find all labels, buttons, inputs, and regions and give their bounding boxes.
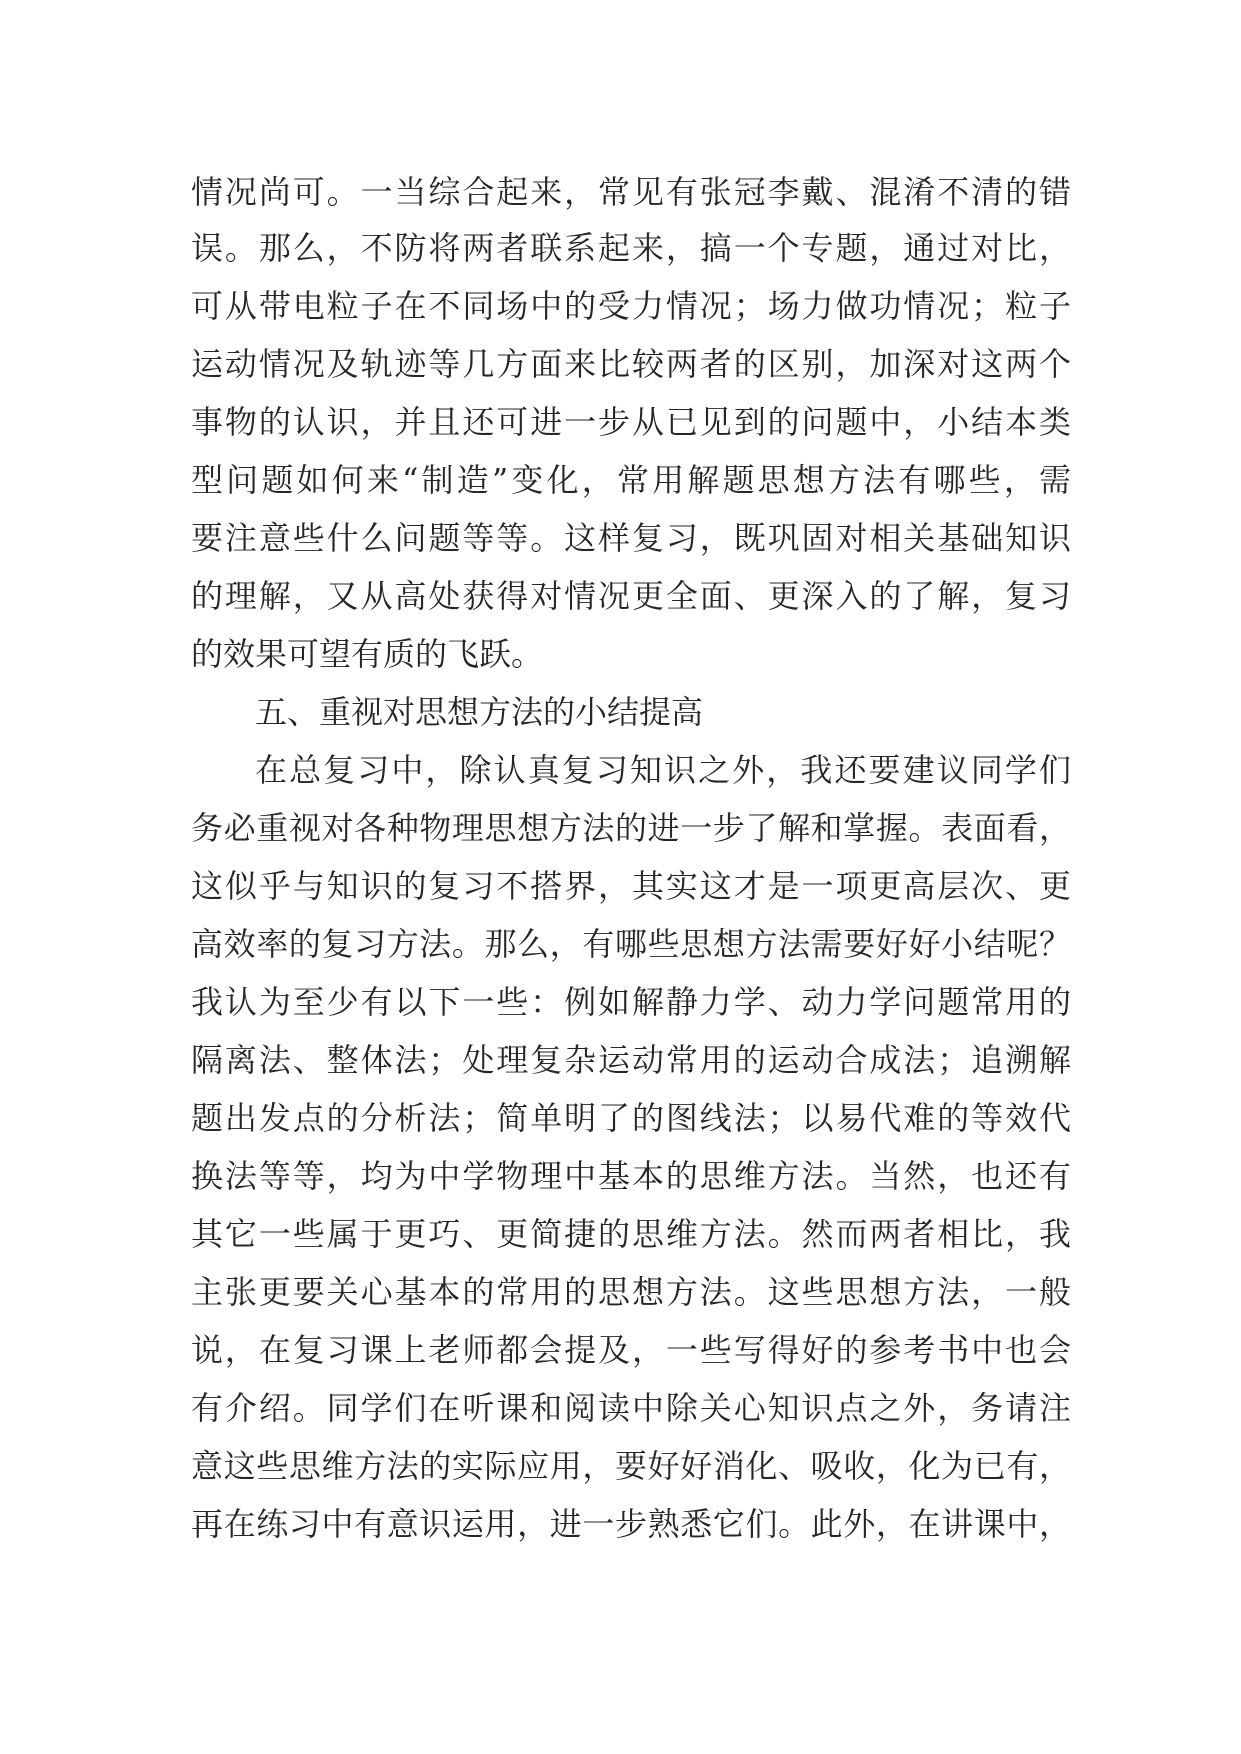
text-line: 有介绍。同学们在听课和阅读中除关心知识点之外，务请注 bbox=[191, 1389, 1071, 1427]
text-line: 情况尚可。一当综合起来，常见有张冠李戴、混淆不清的错 bbox=[191, 173, 1071, 211]
text-line: 我认为至少有以下一些：例如解静力学、动力学问题常用的 bbox=[191, 983, 1071, 1021]
text-line: 主张更要关心基本的常用的思想方法。这些思想方法，一般 bbox=[191, 1273, 1071, 1311]
text-line: 事物的认识，并且还可进一步从已见到的问题中，小结本类 bbox=[191, 403, 1071, 441]
text-line: 务必重视对各种物理思想方法的进一步了解和掌握。表面看， bbox=[191, 809, 1071, 847]
text-line: 意这些思维方法的实际应用，要好好消化、吸收，化为已有， bbox=[191, 1447, 1071, 1485]
text-line: 运动情况及轨迹等几方面来比较两者的区别，加深对这两个 bbox=[191, 345, 1071, 383]
text-line: 的效果可望有质的飞跃。 bbox=[191, 635, 544, 673]
text-line: 高效率的复习方法。那么，有哪些思想方法需要好好小结呢？ bbox=[191, 925, 1071, 963]
text-line: 误。那么，不防将两者联系起来，搞一个专题，通过对比， bbox=[191, 229, 1071, 267]
text-line: 题出发点的分析法；简单明了的图线法；以易代难的等效代 bbox=[191, 1099, 1071, 1137]
text-line: 型问题如何来“制造”变化，常用解题思想方法有哪些，需 bbox=[191, 461, 1071, 499]
text-line: 这似乎与知识的复习不搭界，其实这才是一项更高层次、更 bbox=[191, 867, 1071, 905]
text-line: 隔离法、整体法；处理复杂运动常用的运动合成法；追溯解 bbox=[191, 1041, 1071, 1079]
text-line: 再在练习中有意识运用，进一步熟悉它们。此外，在讲课中， bbox=[191, 1505, 1071, 1543]
text-line: 在总复习中，除认真复习知识之外，我还要建议同学们 bbox=[255, 751, 1071, 789]
text-line: 可从带电粒子在不同场中的受力情况；场力做功情况；粒子 bbox=[191, 287, 1071, 325]
text-line: 要注意些什么问题等等。这样复习，既巩固对相关基础知识 bbox=[191, 519, 1071, 557]
section-heading: 五、重视对思想方法的小结提高 bbox=[255, 693, 704, 731]
text-line: 的理解，又从高处获得对情况更全面、更深入的了解，复习 bbox=[191, 577, 1071, 615]
text-line: 其它一些属于更巧、更简捷的思维方法。然而两者相比，我 bbox=[191, 1215, 1071, 1253]
text-line: 换法等等，均为中学物理中基本的思维方法。当然，也还有 bbox=[191, 1157, 1071, 1195]
text-line: 说，在复习课上老师都会提及，一些写得好的参考书中也会 bbox=[191, 1331, 1071, 1369]
